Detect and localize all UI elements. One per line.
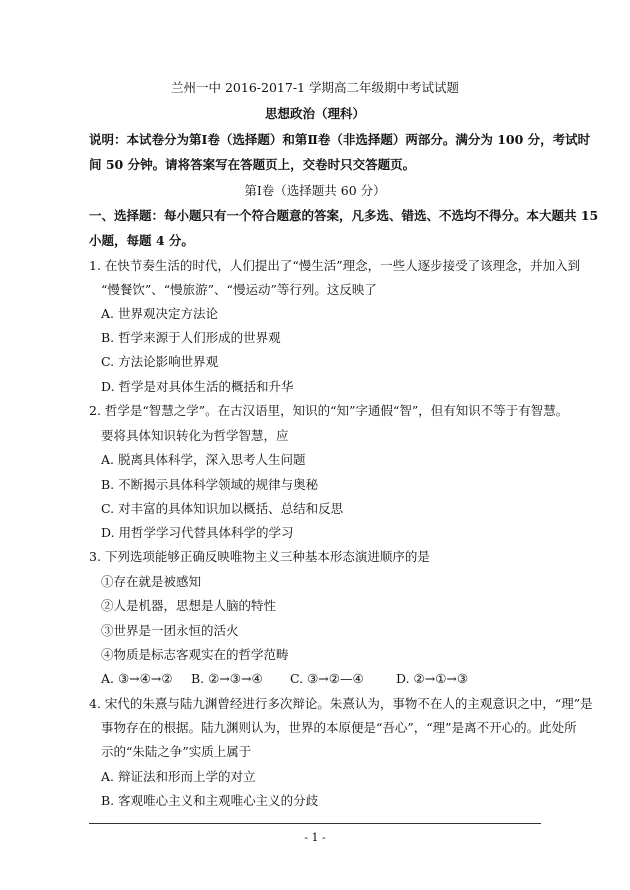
q3-option-b: B. ②→③→④ xyxy=(191,671,263,686)
q1-option-c: C. 方法论影响世界观 xyxy=(101,354,219,369)
q2-option-d: D. 用哲学学习代替具体科学的学习 xyxy=(101,525,294,540)
footer-divider xyxy=(89,823,541,824)
q4-stem: 示的“朱陆之争”实质上属于 xyxy=(101,744,252,759)
q1-option-b: B. 哲学来源于人们形成的世界观 xyxy=(101,330,281,345)
q3-option-a: A. ③→④→② xyxy=(101,671,173,686)
q3-item: ④物质是标志客观实在的哲学范畴 xyxy=(101,647,289,662)
page-number: - 1 - xyxy=(304,831,326,844)
q1-stem: “慢餐饮”、“慢旅游”、“慢运动”等行列。这反映了 xyxy=(101,282,377,297)
subject-title: 思想政治（理科） xyxy=(264,106,365,121)
exam-title: 兰州一中 2016-2017-1 学期高二年级期中考试试题 xyxy=(171,80,459,95)
q3-item: ②人是机器，思想是人脑的特性 xyxy=(101,598,277,613)
part1-title: 第Ⅰ卷（选择题共 60 分） xyxy=(244,183,386,198)
q2-stem: 要将具体知识转化为哲学智慧，应 xyxy=(101,428,289,443)
q3-stem: 3. 下列选项能够正确反映唯物主义三种基本形态演进顺序的是 xyxy=(89,549,430,564)
q1-option-a: A. 世界观决定方法论 xyxy=(101,306,218,321)
instructions-line: 说明：本试卷分为第Ⅰ卷（选择题）和第Ⅱ卷（非选择题）两部分。满分为 100 分，考试时 xyxy=(89,132,591,147)
q1-stem: 1. 在快节奏生活的时代，人们提出了“慢生活”理念，一些人逐步接受了该理念，并加入到 xyxy=(89,258,581,273)
q2-option-c: C. 对丰富的具体知识加以概括、总结和反思 xyxy=(101,501,344,516)
q3-option-c: C. ③→②—④ xyxy=(290,671,364,686)
q4-option-a: A. 辩证法和形而上学的对立 xyxy=(101,769,256,784)
q2-option-b: B. 不断揭示具体科学领域的规律与奥秘 xyxy=(101,477,319,492)
section-heading: 一、选择题：每小题只有一个符合题意的答案，凡多选、错选、不选均不得分。本大题共 15 xyxy=(89,208,599,223)
q4-stem: 4. 宋代的朱熹与陆九渊曾经进行多次辩论。朱熹认为，事物不在人的主观意识之中，“理”是 xyxy=(89,696,593,711)
q4-option-b: B. 客观唯心主义和主观唯心主义的分歧 xyxy=(101,793,319,808)
q4-stem: 事物存在的根据。陆九渊则认为，世界的本原便是“吾心”，“理”是离不开心的。此处所 xyxy=(101,720,577,735)
q2-option-a: A. 脱离具体科学，深入思考人生问题 xyxy=(101,452,306,467)
q1-option-d: D. 哲学是对具体生活的概括和升华 xyxy=(101,379,294,394)
section-heading: 小题，每题 4 分。 xyxy=(89,233,194,248)
q3-item: ③世界是一团永恒的活火 xyxy=(101,623,239,638)
q3-option-d: D. ②→①→③ xyxy=(396,671,469,686)
q3-item: ①存在就是被感知 xyxy=(101,574,202,589)
q3-options-row xyxy=(101,671,541,687)
instructions-line: 间 50 分钟。请将答案写在答题页上，交卷时只交答题页。 xyxy=(89,157,416,172)
q2-stem: 2. 哲学是“智慧之学”。在古汉语里，知识的“知”字通假“智”，但有知识不等于有智慧。 xyxy=(89,403,569,418)
